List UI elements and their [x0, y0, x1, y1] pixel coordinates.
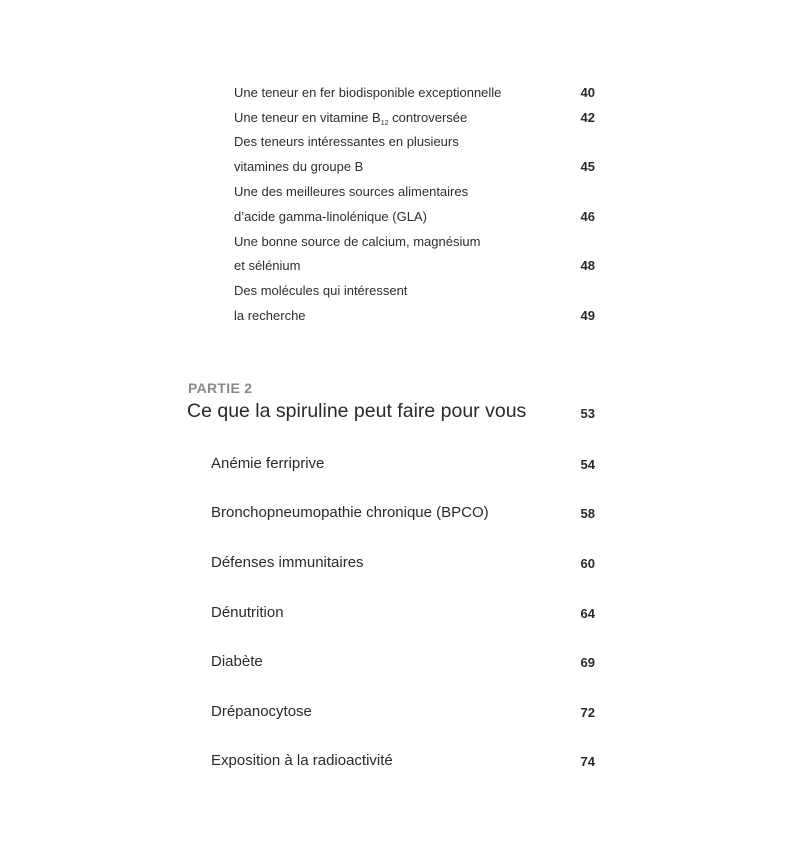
- toc-subentry-text[interactable]: Une teneur en fer biodisponible exceptionnelle: [234, 85, 502, 100]
- toc-subentry-text[interactable]: vitamines du groupe B: [234, 159, 364, 174]
- toc-page-number[interactable]: 45: [580, 159, 595, 174]
- toc-page-number[interactable]: 69: [580, 655, 595, 670]
- part-title[interactable]: Ce que la spiruline peut faire pour vous: [187, 400, 527, 422]
- toc-chapter-title[interactable]: Drépanocytose: [211, 703, 312, 720]
- part-page-number[interactable]: 53: [580, 406, 595, 421]
- toc-page-number[interactable]: 49: [580, 308, 595, 323]
- part-label: PARTIE 2: [188, 380, 253, 396]
- toc-chapter-title[interactable]: Anémie ferriprive: [211, 455, 325, 472]
- toc-subentry-text[interactable]: et sélénium: [234, 258, 301, 273]
- toc-subentry-text[interactable]: Une des meilleures sources alimentaires: [234, 184, 469, 199]
- toc-page-number[interactable]: 60: [580, 556, 595, 571]
- toc-page-number[interactable]: 58: [580, 506, 595, 521]
- toc-subentry-text[interactable]: Une bonne source de calcium, magnésium: [234, 234, 481, 249]
- toc-chapter-title[interactable]: Bronchopneumopathie chronique (BPCO): [211, 504, 489, 521]
- toc-page-number[interactable]: 42: [580, 110, 595, 125]
- toc-page-number[interactable]: 72: [580, 705, 595, 720]
- toc-page-number[interactable]: 40: [580, 85, 595, 100]
- vitamin-subscript: 12: [380, 120, 389, 127]
- toc-chapter-title[interactable]: Dénutrition: [211, 604, 284, 621]
- toc-page-number[interactable]: 64: [580, 606, 595, 621]
- toc-subentry-text[interactable]: Des molécules qui intéressent: [234, 283, 408, 298]
- subentry-text-pre: Une teneur en vitamine B: [234, 110, 381, 125]
- toc-page-number[interactable]: 46: [580, 209, 595, 224]
- toc-subentry-text[interactable]: [234, 110, 467, 126]
- toc-chapter-title[interactable]: Défenses immunitaires: [211, 554, 364, 571]
- toc-subentry-text[interactable]: d’acide gamma-linolénique (GLA): [234, 209, 427, 224]
- toc-page-number[interactable]: 54: [580, 457, 595, 472]
- toc-chapter-title[interactable]: Exposition à la radioactivité: [211, 752, 393, 769]
- toc-subentry-text[interactable]: la recherche: [234, 308, 306, 323]
- toc-chapter-title[interactable]: Diabète: [211, 653, 263, 670]
- toc-page-number[interactable]: 48: [580, 258, 595, 273]
- toc-subentry-text[interactable]: Des teneurs intéressantes en plusieurs: [234, 134, 459, 149]
- subentry-text-post: controversée: [388, 110, 468, 125]
- toc-page-number[interactable]: 74: [580, 754, 595, 769]
